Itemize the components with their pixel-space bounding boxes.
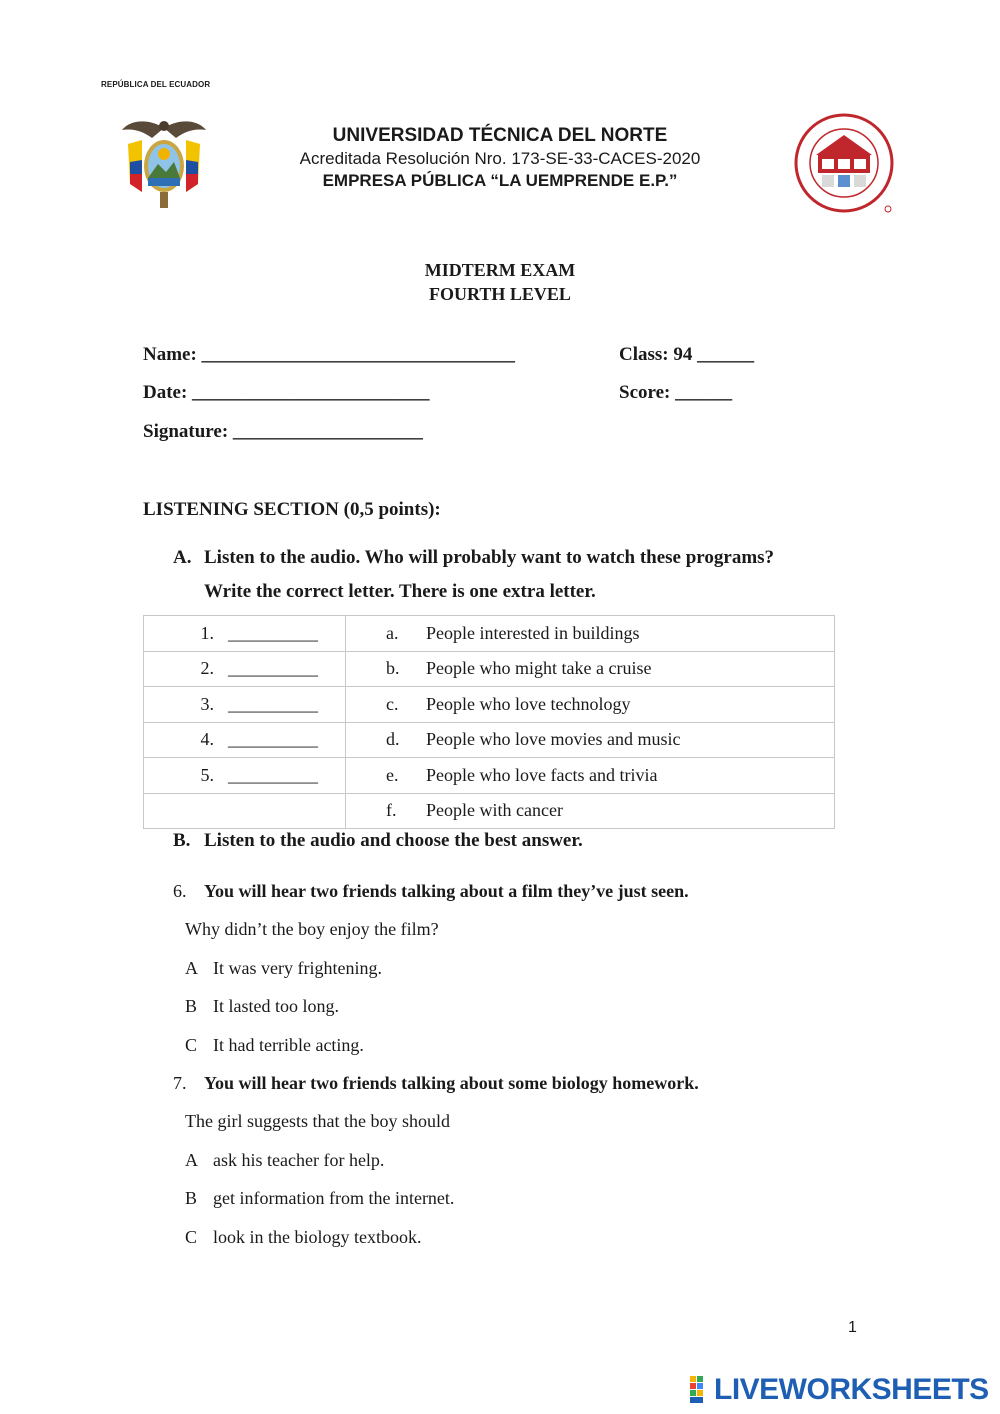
answer-blank[interactable]: __________: [228, 764, 318, 785]
option-cell: [346, 793, 835, 829]
item-number: 5.: [200, 764, 214, 785]
option-letter: f.: [386, 800, 397, 821]
question-prompt: Why didn’t the boy enjoy the film?: [185, 919, 439, 939]
option-text: People who love facts and trivia: [426, 764, 658, 785]
question-context: You will hear two friends talking about a film they’ve just seen.: [204, 881, 689, 901]
option-letter: e.: [386, 764, 399, 785]
item-number: 1.: [200, 622, 214, 643]
liveworksheets-brand[interactable]: [690, 1374, 989, 1406]
table-row: [144, 651, 835, 687]
university-name: UNIVERSIDAD TÉCNICA DEL NORTE: [332, 125, 668, 146]
option-text: People who might take a cruise: [426, 658, 652, 679]
table-row: [144, 687, 835, 723]
option-letter[interactable]: C: [185, 1035, 198, 1055]
answer-option[interactable]: get information from the internet.: [213, 1188, 455, 1208]
answer-option[interactable]: It lasted too long.: [213, 996, 339, 1016]
table-row: [144, 793, 835, 829]
item-number: 4.: [200, 729, 214, 750]
option-letter: b.: [386, 658, 400, 679]
option-letter[interactable]: B: [185, 996, 198, 1016]
part-a-instruction-2: Write the correct letter. There is one extra letter.: [204, 581, 596, 602]
brand-text: LIVEWORKSHEETS: [714, 1373, 989, 1406]
item-number: 2.: [200, 658, 214, 679]
name-field[interactable]: Name: _________________________________: [143, 344, 516, 365]
option-letter: c.: [386, 693, 399, 714]
signature-field[interactable]: Signature: ____________________: [143, 421, 423, 442]
answer-cell[interactable]: [144, 651, 346, 687]
table-row: [144, 616, 835, 652]
answer-blank[interactable]: __________: [228, 693, 318, 714]
page-number: 1: [848, 1319, 857, 1336]
answer-blank[interactable]: __________: [228, 658, 318, 679]
answer-cell[interactable]: [144, 687, 346, 723]
option-letter[interactable]: C: [185, 1227, 198, 1247]
option-letter: d.: [386, 729, 400, 750]
answer-option[interactable]: It was very frightening.: [213, 958, 382, 978]
answer-cell[interactable]: [144, 616, 346, 652]
country-label: REPÚBLICA DEL ECUADOR: [101, 80, 211, 89]
question-number: 7.: [173, 1073, 187, 1093]
answer-cell[interactable]: [144, 758, 346, 794]
option-letter: a.: [386, 622, 399, 643]
date-field[interactable]: Date: _________________________: [143, 382, 430, 403]
question-prompt: The girl suggests that the boy should: [185, 1111, 450, 1131]
company-name: EMPRESA PÚBLICA “LA UEMPRENDE E.P.”: [322, 171, 678, 190]
part-b-instruction: Listen to the audio and choose the best answer.: [204, 830, 583, 851]
table-row: [144, 722, 835, 758]
exam-level: FOURTH LEVEL: [429, 284, 571, 304]
accreditation-text: Acreditada Resolución Nro. 173-SE-33-CACES-2020: [299, 149, 701, 168]
liveworksheets-logo-icon: [690, 1376, 712, 1404]
option-cell: [346, 616, 835, 652]
exam-title: MIDTERM EXAM: [424, 260, 576, 280]
answer-blank[interactable]: __________: [228, 729, 318, 750]
class-field[interactable]: Class: 94 ______: [619, 344, 755, 365]
answer-cell[interactable]: [144, 722, 346, 758]
option-text: People interested in buildings: [426, 622, 640, 643]
listening-points: (0,5 points):: [343, 499, 441, 520]
part-b-letter: B.: [173, 830, 191, 851]
score-field[interactable]: Score: ______: [619, 382, 733, 403]
table-row: [144, 758, 835, 794]
option-letter[interactable]: A: [185, 1150, 198, 1170]
empty-cell: [144, 793, 346, 829]
part-a-letter: A.: [173, 547, 192, 568]
listening-title: LISTENING SECTION: [143, 499, 339, 520]
option-letter[interactable]: B: [185, 1188, 198, 1208]
listening-heading: [143, 499, 441, 521]
matching-table: [143, 615, 835, 829]
utn-seal-icon: [792, 113, 896, 217]
option-text: People who love movies and music: [426, 729, 681, 750]
option-text: People with cancer: [426, 800, 563, 821]
option-cell: [346, 651, 835, 687]
option-letter[interactable]: A: [185, 958, 198, 978]
answer-option[interactable]: look in the biology textbook.: [213, 1227, 422, 1247]
answer-blank[interactable]: __________: [228, 622, 318, 643]
item-number: 3.: [200, 693, 214, 714]
option-cell: [346, 687, 835, 723]
answer-option[interactable]: It had terrible acting.: [213, 1035, 364, 1055]
option-text: People who love technology: [426, 693, 631, 714]
question-number: 6.: [173, 881, 187, 901]
question-context: You will hear two friends talking about some biology homework.: [204, 1073, 699, 1093]
part-a-instruction: Listen to the audio. Who will probably want to watch these programs?: [204, 547, 775, 568]
answer-option[interactable]: ask his teacher for help.: [213, 1150, 385, 1170]
option-cell: [346, 758, 835, 794]
option-cell: [346, 722, 835, 758]
